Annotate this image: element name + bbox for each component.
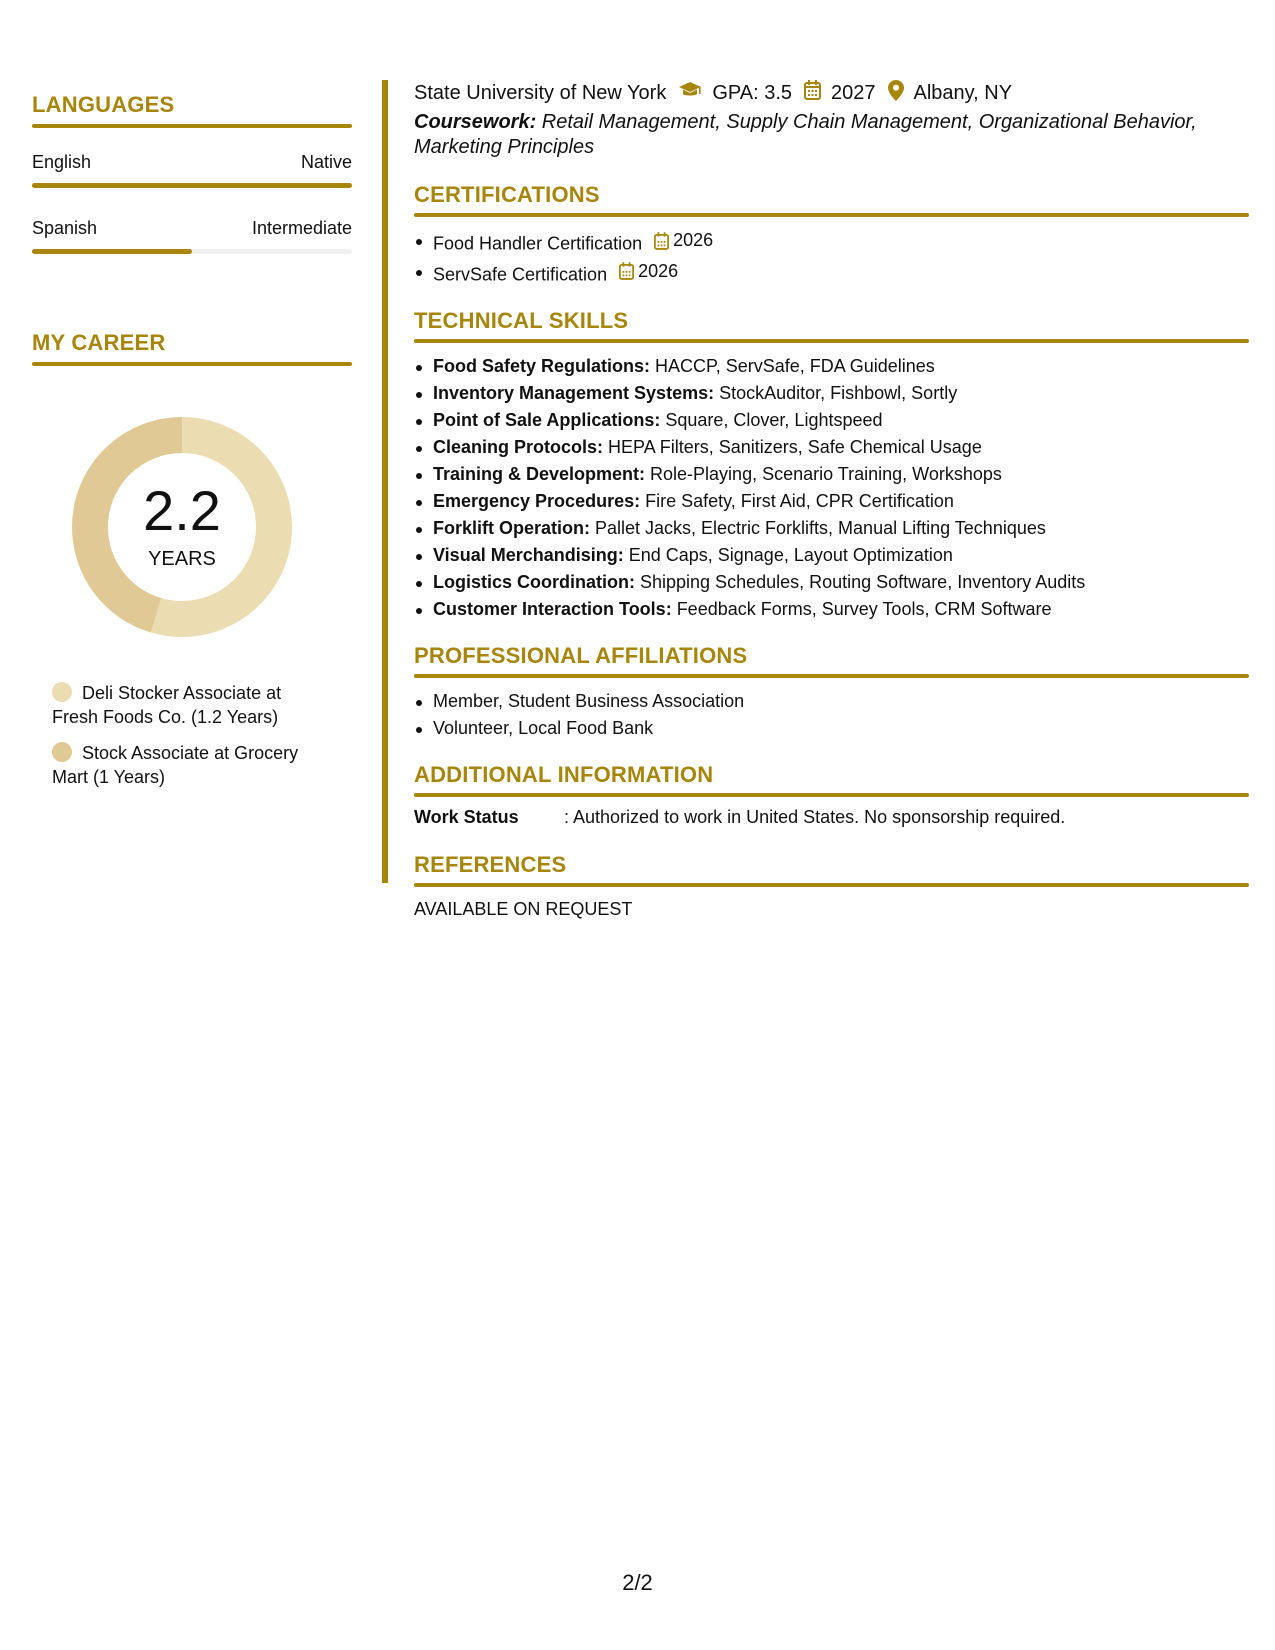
education-year: 2027 (831, 81, 876, 104)
calendar-icon (619, 262, 634, 280)
references-text: AVAILABLE ON REQUEST (414, 899, 633, 919)
career-legend (32, 681, 352, 789)
language-item (32, 152, 352, 173)
language-bar-fill (32, 183, 352, 188)
skill-label: Logistics Coordination: (433, 572, 635, 592)
certification-year: 2026 (638, 260, 679, 281)
skill-label: Point of Sale Applications: (433, 410, 661, 430)
education-line (414, 78, 1249, 108)
skill-label: Emergency Procedures: (433, 491, 641, 511)
skills-rule (414, 339, 1249, 343)
skill-label: Forklift Operation: (433, 518, 590, 538)
skill-value: Shipping Schedules, Routing Software, Inventory Audits (635, 572, 1086, 592)
skill-label: Inventory Management Systems: (433, 383, 715, 403)
certifications-title: CERTIFICATIONS (414, 182, 600, 207)
skill-value: Feedback Forms, Survey Tools, CRM Software (671, 599, 1052, 619)
certifications-rule (414, 213, 1249, 217)
skill-label: Customer Interaction Tools: (433, 599, 672, 619)
work-status-row (414, 807, 1249, 828)
skill-item (414, 434, 1249, 461)
skill-value: Square, Clover, Lightspeed (660, 410, 883, 430)
languages-title: LANGUAGES (32, 92, 175, 117)
map-pin-icon (888, 80, 904, 107)
skill-item (414, 488, 1249, 515)
skill-item (414, 380, 1249, 407)
education-location: Albany, NY (913, 81, 1013, 104)
career-donut-chart (66, 411, 298, 643)
career-legend-label: Stock Associate at Grocery Mart (1 Years) (52, 743, 299, 787)
references-rule (414, 883, 1249, 887)
skill-value: HEPA Filters, Sanitizers, Safe Chemical Usage (603, 437, 982, 457)
career-rule (32, 362, 352, 366)
skill-label: Food Safety Regulations: (433, 356, 651, 376)
coursework (414, 110, 1249, 160)
certifications-section (414, 182, 1249, 288)
graduation-cap-icon (678, 81, 702, 105)
language-bar-track (32, 183, 352, 188)
skills-section (414, 308, 1249, 623)
affiliations-section (414, 643, 1249, 742)
certification-item (414, 258, 1249, 289)
left-column (32, 92, 352, 801)
language-level: Native (300, 152, 352, 172)
skills-list (414, 353, 1249, 623)
career-legend-item (52, 681, 332, 729)
right-column (414, 78, 1249, 920)
education-gpa: GPA: 3.5 (712, 81, 793, 104)
work-status-value: : Authorized to work in United States. No sponsorship required. (564, 807, 1066, 827)
affiliation-item: Volunteer, Local Food Bank (414, 715, 1249, 742)
legend-dot (52, 742, 72, 762)
skill-value: Role-Playing, Scenario Training, Workshops (645, 464, 1002, 484)
certification-year: 2026 (673, 230, 714, 250)
calendar-icon (654, 232, 669, 250)
additional-section (414, 762, 1249, 828)
column-divider (382, 80, 388, 883)
affiliation-item: Member, Student Business Association (414, 688, 1249, 715)
language-name: Spanish (32, 218, 98, 238)
affiliations-list (414, 688, 1249, 742)
additional-rule (414, 793, 1249, 797)
skill-value: StockAuditor, Fishbowl, Sortly (714, 383, 958, 403)
career-legend-label: Deli Stocker Associate at Fresh Foods Co. (1.2 Years) (52, 683, 282, 727)
skill-item (414, 542, 1249, 569)
languages-rule (32, 124, 352, 128)
skill-item (414, 461, 1249, 488)
certification-name: ServSafe Certification (433, 264, 608, 284)
skill-label: Training & Development: (433, 464, 646, 484)
language-bar-fill (32, 249, 192, 254)
skill-item (414, 353, 1249, 380)
coursework-label: Coursework: (414, 111, 537, 133)
career-title: MY CAREER (32, 330, 166, 355)
language-item (32, 218, 352, 239)
career-total-unit: YEARS (148, 548, 216, 570)
language-bar-track (32, 249, 352, 254)
skill-value: End Caps, Signage, Layout Optimization (623, 545, 953, 565)
affiliations-title: PROFESSIONAL AFFILIATIONS (414, 643, 748, 668)
language-name: English (32, 152, 92, 172)
career-legend-item (52, 741, 332, 789)
skill-value: Fire Safety, First Aid, CPR Certification (640, 491, 954, 511)
coursework-list: Retail Management, Supply Chain Management, Organizational Behavior, Marketing Principles (414, 111, 1197, 158)
references-title: REFERENCES (414, 852, 567, 877)
additional-title: ADDITIONAL INFORMATION (414, 762, 714, 787)
career-total-value: 2.2 (143, 479, 221, 542)
certification-name: Food Handler Certification (433, 233, 643, 254)
skill-label: Visual Merchandising: (433, 545, 624, 565)
skill-item (414, 596, 1249, 623)
skill-value: HACCP, ServSafe, FDA Guidelines (650, 356, 935, 376)
certifications-list (414, 227, 1249, 288)
skills-title: TECHNICAL SKILLS (414, 308, 629, 333)
skill-item (414, 515, 1249, 542)
calendar-icon (804, 80, 821, 106)
certification-date (654, 227, 713, 254)
references-section (414, 852, 1249, 920)
language-level: Intermediate (251, 218, 352, 238)
certification-item (414, 227, 1249, 258)
legend-dot (52, 682, 72, 702)
affiliations-rule (414, 674, 1249, 678)
page-number: 2/2 (622, 1570, 653, 1595)
skill-value: Pallet Jacks, Electric Forklifts, Manual Lifting Techniques (590, 518, 1046, 538)
skill-item (414, 569, 1249, 596)
skill-item (414, 407, 1249, 434)
skill-label: Cleaning Protocols: (433, 437, 604, 457)
work-status-label: Work Status (414, 807, 519, 827)
certification-date (619, 258, 678, 285)
school-name: State University of New York (414, 81, 667, 104)
